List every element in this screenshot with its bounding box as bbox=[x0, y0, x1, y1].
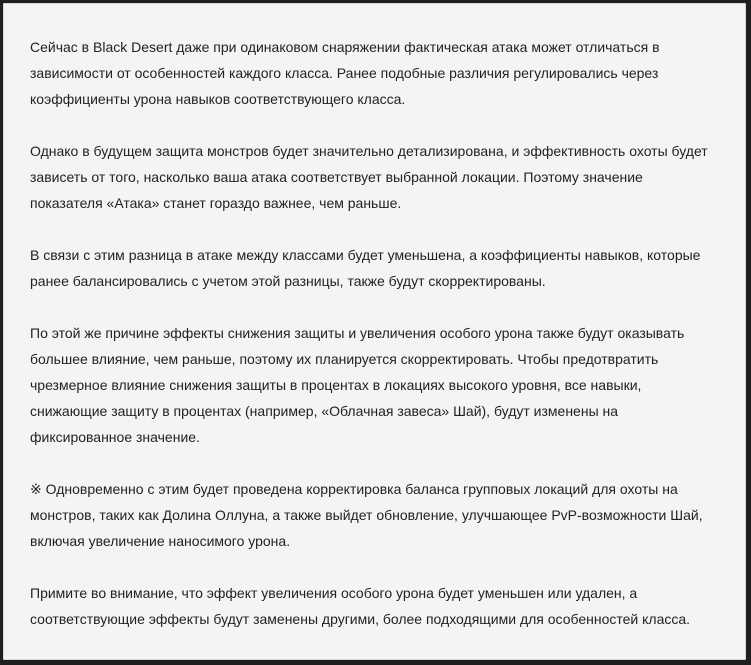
paragraph-special-damage bbox=[30, 580, 730, 632]
text-line: фиксированное значение. bbox=[30, 429, 200, 445]
text-line: По этой же причине эффекты снижения защиты и увеличения особого урона также будут оказывать bbox=[30, 325, 685, 341]
text-line: В связи с этим разница в атаке между классами будет уменьшена, а коэффициенты навыков, которые bbox=[30, 247, 701, 263]
text-line: зависеть от того, насколько ваша атака соответствует выбранной локации. Поэтому значение bbox=[30, 169, 643, 185]
text-line: Однако в будущем защита монстров будет значительно детализирована, и эффективность охоты будет bbox=[30, 143, 708, 159]
text-line: соответствующие эффекты будут заменены другими, более подходящими для особенностей класса. bbox=[30, 611, 691, 627]
text-line: большее влияние, чем раньше, поэтому их планируется скорректировать. Чтобы предотвратить bbox=[30, 351, 659, 367]
text-line: снижающие защиту в процентах (например, «Облачная завеса» Шай), будут изменены на bbox=[30, 403, 619, 419]
text-line: включая увеличение наносимого урона. bbox=[30, 533, 291, 549]
paragraph-class-attack bbox=[30, 34, 730, 112]
text-line: зависимости от особенностей каждого класса. Ранее подобные различия регулировались через bbox=[30, 65, 659, 81]
paragraph-note-group-zones bbox=[30, 476, 730, 554]
text-line: Сейчас в Black Desert даже при одинаковом снаряжении фактическая атака может отличаться в bbox=[30, 39, 660, 55]
text-line: ※ Одновременно с этим будет проведена корректировка баланса групповых локаций для охоты на bbox=[30, 481, 678, 497]
text-line: коэффициенты урона навыков соответствующего класса. bbox=[30, 91, 406, 107]
text-line: Примите во внимание, что эффект увеличения особого урона будет уменьшен или удален, а bbox=[30, 585, 638, 601]
text-line: монстров, таких как Долина Оллуна, а также выйдет обновление, улучшающее PvP-возможности Шай, bbox=[30, 507, 703, 523]
notice-card bbox=[3, 3, 746, 660]
text-line: ранее балансировались с учетом этой разницы, также будут скорректированы. bbox=[30, 273, 546, 289]
paragraph-defense-reduction bbox=[30, 320, 730, 450]
text-line: показателя «Атака» станет гораздо важнее, чем раньше. bbox=[30, 195, 402, 211]
paragraph-class-difference bbox=[30, 242, 730, 294]
paragraph-monster-defense bbox=[30, 138, 730, 216]
article-body bbox=[30, 34, 730, 632]
text-line: чрезмерное влияние снижения защиты в процентах в локациях высокого уровня, все навыки, bbox=[30, 377, 642, 393]
